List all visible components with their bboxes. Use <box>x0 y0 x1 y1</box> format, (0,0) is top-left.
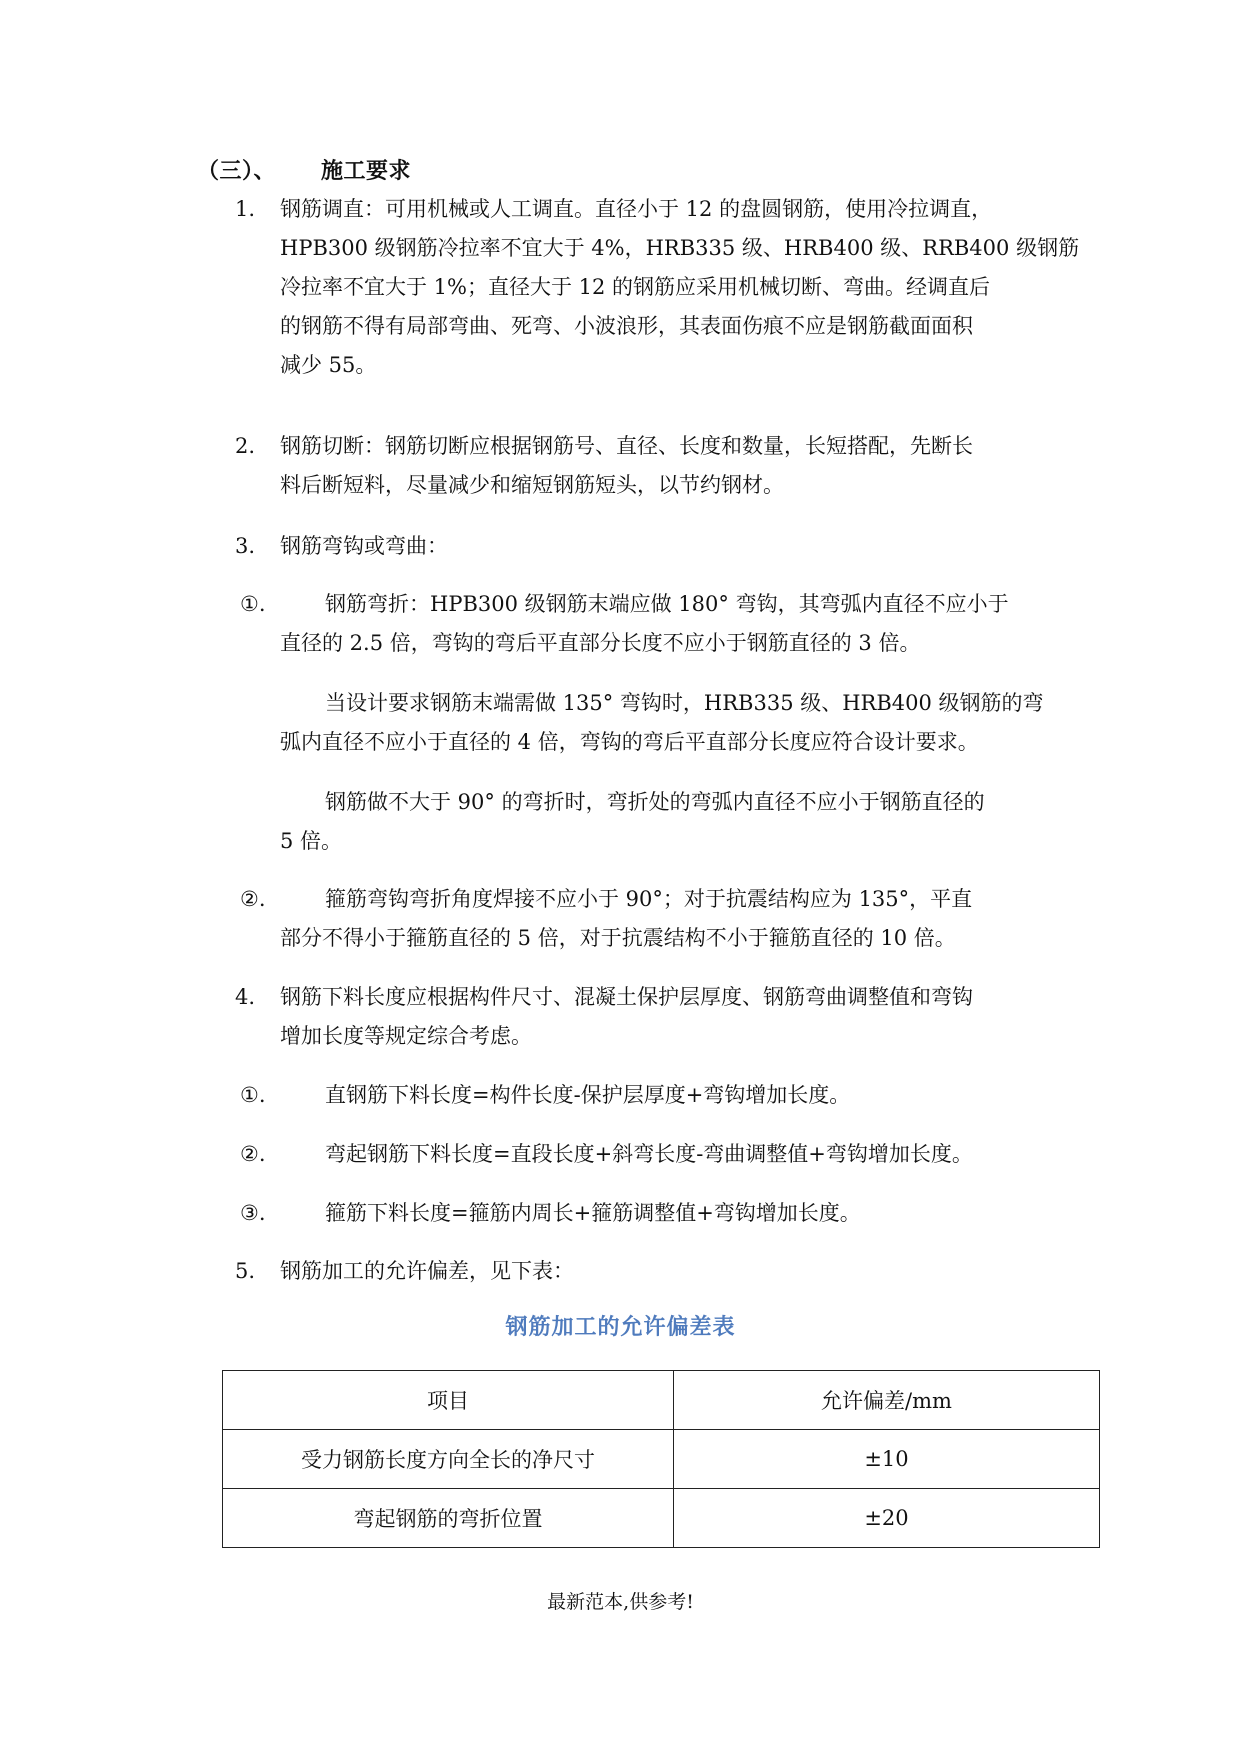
paragraph-line: 箍筋下料长度=箍筋内周长+箍筋调整值+弯钩增加长度。 <box>325 1201 861 1225</box>
paragraph-line: 部分不得小于箍筋直径的 5 倍，对于抗震结构不小于箍筋直径的 10 倍。 <box>280 926 956 950</box>
table-header-cell: 允许偏差/mm <box>674 1371 1100 1430</box>
sub-item-straight-bar <box>240 1076 850 1115</box>
list-item-5 <box>235 1252 574 1291</box>
tolerance-table <box>222 1370 1100 1548</box>
paragraph-line: 直钢筋下料长度=构件长度-保护层厚度+弯钩增加长度。 <box>325 1083 851 1107</box>
paragraph-line: 钢筋调直：可用机械或人工调直。直径小于 12 的盘圆钢筋，使用冷拉调直， <box>280 197 993 221</box>
paragraph-line: 当设计要求钢筋末端需做 135° 弯钩时，HRB335 级、HRB400 级钢筋的弯 <box>325 691 1044 715</box>
paragraph-line: 减少 55。 <box>280 353 377 377</box>
paragraph-line: 钢筋弯钩或弯曲： <box>280 534 448 558</box>
paragraph-line: 钢筋下料长度应根据构件尺寸、混凝土保护层厚度、钢筋弯曲调整值和弯钩 <box>280 985 973 1009</box>
sub-item-bending <box>240 585 1009 663</box>
table-cell: 受力钢筋长度方向全长的净尺寸 <box>223 1430 674 1489</box>
list-marker: 4. <box>235 985 256 1009</box>
list-marker: ②. <box>240 887 266 911</box>
list-marker: 2. <box>235 434 256 458</box>
paragraph-90-bend <box>280 783 985 861</box>
list-marker: 1. <box>235 197 256 221</box>
table-header-row <box>223 1371 1100 1430</box>
table-cell: ±10 <box>674 1430 1100 1489</box>
table-header-cell: 项目 <box>223 1371 674 1430</box>
list-marker: ①. <box>240 592 266 616</box>
sub-item-stirrup <box>240 880 972 958</box>
paragraph-line: 冷拉率不宜大于 1%；直径大于 12 的钢筋应采用机械切断、弯曲。经调直后 <box>280 275 991 299</box>
list-item-3 <box>235 527 448 566</box>
paragraph-line: 钢筋弯折：HPB300 级钢筋末端应做 180° 弯钩，其弯弧内直径不应小于 <box>325 592 1009 616</box>
list-marker: 3. <box>235 534 256 558</box>
paragraph-line: 增加长度等规定综合考虑。 <box>280 1024 532 1048</box>
paragraph-line: 弧内直径不应小于直径的 4 倍，弯钩的弯后平直部分长度应符合设计要求。 <box>280 730 979 754</box>
table-cell: ±20 <box>674 1489 1100 1548</box>
list-marker: ③. <box>240 1201 266 1225</box>
section-number: （三）、 <box>197 158 277 184</box>
section-heading <box>197 154 411 185</box>
list-marker: ②. <box>240 1142 266 1166</box>
list-item-4 <box>235 978 973 1056</box>
sub-item-stirrup-length <box>240 1194 861 1233</box>
paragraph-line: 钢筋加工的允许偏差，见下表： <box>280 1259 574 1283</box>
paragraph-line: 料后断短料，尽量减少和缩短钢筋短头，以节约钢材。 <box>280 473 784 497</box>
list-item-1 <box>235 190 1079 385</box>
table-row <box>223 1489 1100 1548</box>
table-caption: 钢筋加工的允许偏差表 <box>505 1314 736 1340</box>
page-footer: 最新范本,供参考! <box>547 1591 694 1613</box>
paragraph-line: 弯起钢筋下料长度=直段长度+斜弯长度-弯曲调整值+弯钩增加长度。 <box>325 1142 973 1166</box>
list-item-2 <box>235 427 973 505</box>
table-cell: 弯起钢筋的弯折位置 <box>223 1489 674 1548</box>
list-marker: ①. <box>240 1083 266 1107</box>
paragraph-line: 钢筋切断：钢筋切断应根据钢筋号、直径、长度和数量，长短搭配，先断长 <box>280 434 973 458</box>
paragraph-135-hook <box>280 684 1044 762</box>
paragraph-line: 箍筋弯钩弯折角度焊接不应小于 90°；对于抗震结构应为 135°，平直 <box>325 887 973 911</box>
paragraph-line: 钢筋做不大于 90° 的弯折时，弯折处的弯弧内直径不应小于钢筋直径的 <box>325 790 985 814</box>
paragraph-line: 5 倍。 <box>280 829 343 853</box>
list-marker: 5. <box>235 1259 256 1283</box>
table-row <box>223 1430 1100 1489</box>
paragraph-line: 的钢筋不得有局部弯曲、死弯、小波浪形，其表面伤痕不应是钢筋截面面积 <box>280 314 973 338</box>
sub-item-bent-bar <box>240 1135 973 1174</box>
paragraph-line: HPB300 级钢筋冷拉率不宜大于 4%，HRB335 级、HRB400 级、RRB400 级钢筋 <box>280 236 1080 260</box>
section-title: 施工要求 <box>321 158 412 184</box>
paragraph-line: 直径的 2.5 倍，弯钩的弯后平直部分长度不应小于钢筋直径的 3 倍。 <box>280 631 921 655</box>
